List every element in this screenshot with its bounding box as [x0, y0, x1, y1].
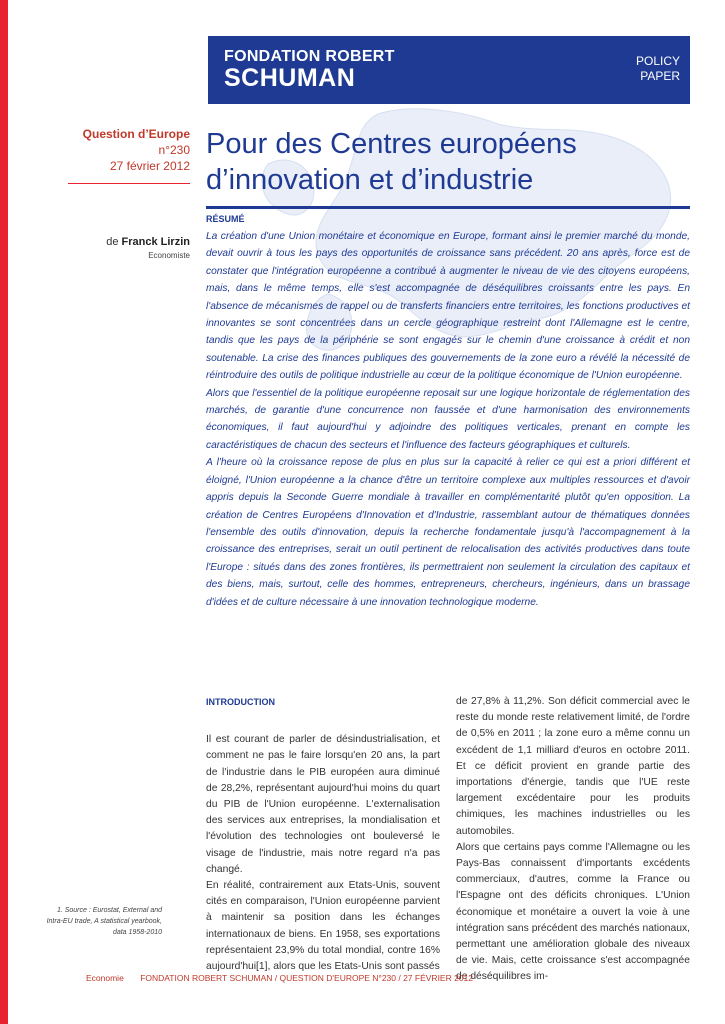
series-name: Question d’Europe	[82, 127, 190, 141]
badge-line1: POLICY	[635, 54, 680, 68]
body-column-right	[456, 694, 690, 986]
body-paragraph: En réalité, contrairement aux Etats-Unis, souvent cités en comparaison, l'Union européenne parvient à maintenir sa position dans les échanges internationaux de biens. En 1958, ses exportations représentaient 23,9% du total mondial, contre 16% aujourd'hui[1], alors que les Etats-Unis sont passés	[206, 880, 440, 973]
logo-line2: SCHUMAN	[224, 64, 356, 92]
abstract-heading: RÉSUMÉ	[206, 214, 245, 224]
body-paragraph: Il est courant de parler de désindustrialisation, et comment ne pas le faire lorsqu'en 20 ans, la part de l'industrie dans le PIB européen aura diminué de 28,2%, représentant aujourd'hui moins du quart du PIB de l'Union européenne. L'externalisation des services aux entreprises, la mondialisation et l'évolution des technologies ont bouleversé le visage de l'industrie, mais notre regard n'a pas changé.	[206, 734, 440, 875]
left-accent-bar	[0, 0, 8, 1024]
author-name: Franck Lirzin	[121, 236, 190, 248]
page-footer	[86, 973, 473, 983]
policy-paper-badge	[636, 54, 680, 84]
author-line	[60, 236, 190, 248]
title-line1: Pour des Centres européens	[206, 128, 577, 160]
issue-date: 27 février 2012	[109, 159, 190, 173]
logo-line1: FONDATION ROBERT	[224, 48, 395, 65]
body-column-left	[206, 694, 440, 975]
page-title	[206, 126, 676, 198]
footer-section: Economie	[86, 973, 124, 983]
sidebar-divider	[68, 183, 190, 184]
issue-number: n°230	[158, 143, 190, 157]
abstract-paragraph: La création d'une Union monétaire et économique en Europe, formant ainsi le premier marché du monde, devait ouvrir à tous les pays des opportunités de croissance sans précédent. 20 ans après, force est de constater que l'intégration européenne a contribué à augmenter le niveau de vie des citoyens européens, mais, dans le même temps, elle s'est accompagnée de déséquilibres croissants entre les pays. En l'absence de mécanismes de rappel ou de transferts financiers entre territoires, les fonctions productives et innovantes se sont concentrées dans un cercle géographique restreint dont l'Allemagne est le centre, tandis que les pays de la périphérie se sont engagés sur le chemin d'une croissance à crédit et non soutenable. La crise des finances publiques des gouvernements de la zone euro a révélé la nécessité de réintroduire des outils de politique industrielle au cœur de la politique économique de l'Union européenne.	[206, 231, 690, 382]
abstract-paragraph: Alors que l'essentiel de la politique européenne reposait sur une logique horizontale de réglementation des marchés, de garantie d'une concurrence non faussée et d'une harmonisation des environnements économiques, il faut aujourd'hui y adjoindre des politiques verticales, prenant en compte les caractéristiques de chacun des secteurs et l'influence des facteurs géographiques et culturels.	[206, 387, 690, 451]
author-prefix: de	[106, 236, 119, 248]
abstract-text	[206, 228, 690, 611]
footnote: 1. Source : Eurostat, External and Intra-EU trade, A statistical yearbook, data 1958-2010	[46, 907, 162, 936]
footer-text: FONDATION ROBERT SCHUMAN / QUESTION D'EUROPE N°230 / 27 FÉVRIER 2012	[140, 973, 474, 983]
header-banner	[208, 36, 690, 104]
author-role: Economiste	[148, 251, 190, 260]
badge-line2: PAPER	[640, 69, 680, 83]
title-line2: d’innovation et d’industrie	[206, 164, 534, 196]
abstract-paragraph: A l'heure où la croissance repose de plus en plus sur la capacité à relier ce qui est a priori différent et éloigné, l'Union européenne a la chance d'être un territoire complexe aux multiples ressources et d'avoir appris depuis la Seconde Guerre mondiale à travailler en complémentarité plutôt qu'en opposition. La création de Centres Européens d'Innovation et d'Industrie, rassemblant autour de thématiques données l'ensemble des outils d'innovation, depuis la recherche fondamentale jusqu'à l'accompagnement à la croissance des entreprises, serait un outil pertinent de relocalisation des activités productives dans toute l'Europe : situés dans des zones frontières, ils permettraient non seulement la circulation des capitaux et des biens, mais, surtout, celle des hommes, entrepreneurs, chercheurs, ingénieurs, dans un brassage d'idées et de culture nécessaire à une innovation technologique moderne.	[206, 457, 690, 608]
body-paragraph: de 27,8% à 11,2%. Son déficit commercial avec le reste du monde reste relativement limité, de l'ordre de 0,5% en 2011 ; la zone euro a même connu un excédent de 1,1 milliard d'euros en octobre 2011. Et ce déficit provient en grande partie des importations d'énergie, tandis que l'UE reste largement excédentaire pour les produits chimiques, les machines industrielles ou les automobiles.	[456, 696, 690, 837]
body-paragraph: Alors que certains pays comme l'Allemagne ou les Pays-Bas connaissent d'importants excédents commerciaux, d'autres, comme la France ou l'Espagne ont des déficits chroniques. L'Union économique et monétaire a ouvert la voie à une intégration sans précédent des marchés nationaux, permettant une amélioration globale des niveaux de vie. Mais, cette croissance s'est accompagnée de déséquilibres im-	[456, 841, 690, 983]
title-rule	[206, 206, 690, 209]
intro-heading: INTRODUCTION	[206, 697, 275, 707]
